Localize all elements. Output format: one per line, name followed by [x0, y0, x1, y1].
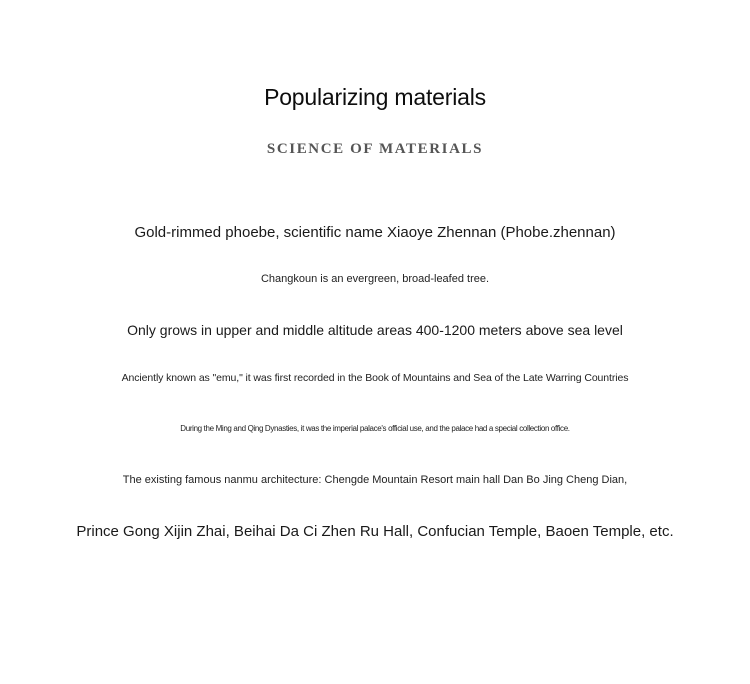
page-title: Popularizing materials [264, 84, 486, 110]
text-line-architecture: The existing famous nanmu architecture: Chengde Mountain Resort main hall Dan Bo Jing Cheng Dian, [122, 474, 628, 486]
text-line-altitude: Only grows in upper and middle altitude areas 400-1200 meters above sea level [127, 322, 623, 338]
text-line-imperial-use: During the Ming and Qing Dynasties, it was the imperial palace's official use, and the palace had a special collection office. [180, 424, 570, 433]
page-subtitle: SCIENCE OF MATERIALS [266, 141, 484, 157]
text-line-tree-type: Changkoun is an evergreen, broad-leafed tree. [260, 273, 490, 285]
text-line-ancient-name: Anciently known as "emu," it was first recorded in the Book of Mountains and Sea of the Late Warring Countries [121, 372, 629, 384]
text-line-temples: Prince Gong Xijin Zhai, Beihai Da Ci Zhen Ru Hall, Confucian Temple, Baoen Temple, etc. [76, 523, 674, 540]
text-line-scientific-name: Gold-rimmed phoebe, scientific name Xiaoye Zhennan (Phobe.zhennan) [134, 224, 616, 241]
